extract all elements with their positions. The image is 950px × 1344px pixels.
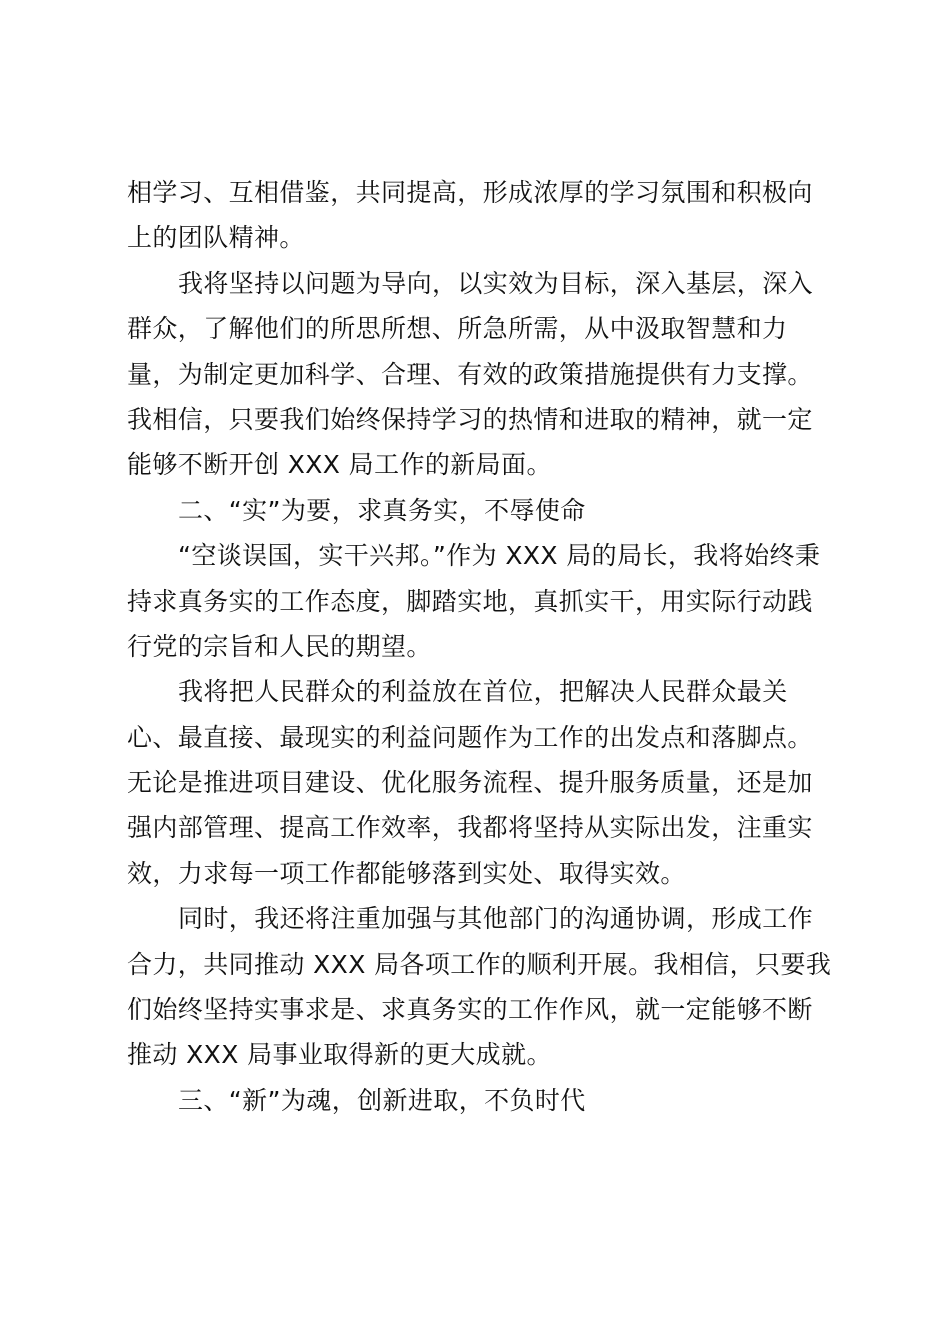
paragraph-line: 无论是推进项目建设、优化服务流程、提升服务质量，还是加 — [127, 768, 813, 798]
paragraph-line: 群众，了解他们的所思所想、所急所需，从中汲取智慧和力 — [127, 314, 788, 344]
document-body — [127, 170, 833, 1123]
paragraph-line: 同时，我还将注重加强与其他部门的沟通协调，形成工作 — [178, 904, 814, 934]
paragraph-line: 我将坚持以问题为导向，以实效为目标，深入基层，深入 — [178, 268, 814, 298]
paragraph-line: 强内部管理、提高工作效率，我都将坚持从实际出发，注重实 — [127, 813, 813, 843]
paragraph-line: “空谈误国，实干兴邦。”作为 XXX 局的局长，我将始终秉 — [178, 541, 821, 571]
paragraph-line: 行党的宗旨和人民的期望。 — [127, 631, 432, 661]
paragraph-line: 心、最直接、最现实的利益问题作为工作的出发点和落脚点。 — [127, 722, 813, 752]
paragraph-line: 推动 XXX 局事业取得新的更大成就。 — [127, 1040, 552, 1070]
paragraph-line: 量，为制定更加科学、合理、有效的政策措施提供有力支撑。 — [127, 359, 813, 389]
paragraph-line: 能够不断开创 XXX 局工作的新局面。 — [127, 450, 552, 480]
paragraph-line: 我将把人民群众的利益放在首位，把解决人民群众最关 — [178, 677, 788, 707]
paragraph-line: 合力，共同推动 XXX 局各项工作的顺利开展。我相信，只要我 — [127, 949, 832, 979]
paragraph-line: 上的团队精神。 — [127, 223, 305, 253]
section-heading: 二、“实”为要，求真务实，不辱使命 — [178, 495, 586, 525]
paragraph-line: 效，力求每一项工作都能够落到实处、取得实效。 — [127, 858, 686, 888]
paragraph-line: 持求真务实的工作态度，脚踏实地，真抓实干，用实际行动践 — [127, 586, 813, 616]
paragraph-line: 我相信，只要我们始终保持学习的热情和进取的精神，就一定 — [127, 404, 813, 434]
section-heading: 三、“新”为魂，创新进取，不负时代 — [178, 1085, 586, 1115]
paragraph-line: 相学习、互相借鉴，共同提高，形成浓厚的学习氛围和积极向 — [127, 178, 813, 207]
paragraph-line: 们始终坚持实事求是、求真务实的工作作风，就一定能够不断 — [127, 995, 813, 1025]
